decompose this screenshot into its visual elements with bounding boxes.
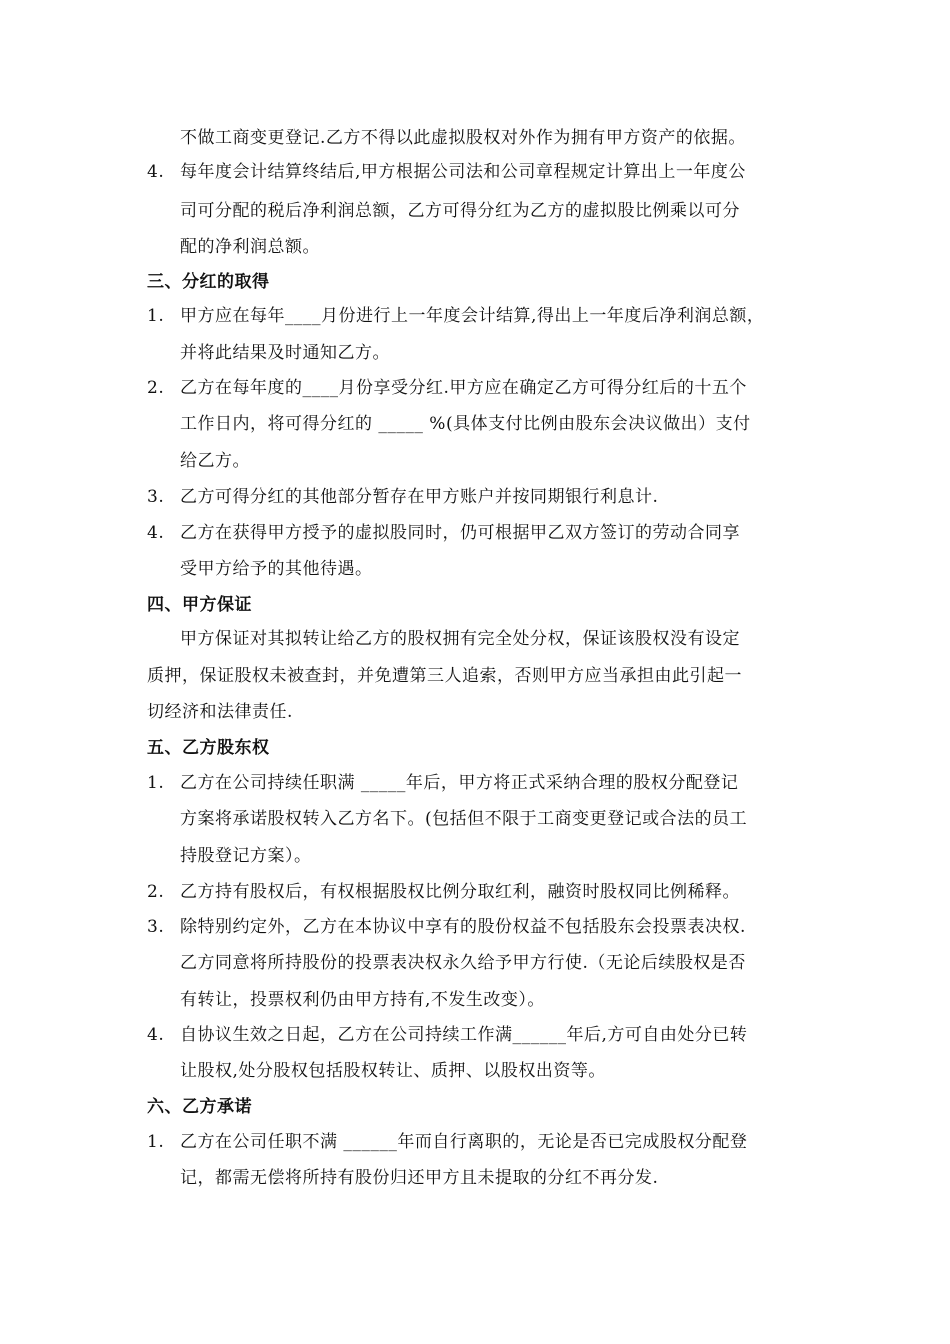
section-heading: 四、甲方保证 [147,595,252,615]
section-heading: 五、乙方股东权 [147,738,270,758]
section-heading: 三、分红的取得 [147,272,270,292]
document-page: 不做工商变更登记.乙方不得以此虚拟股权对外作为拥有甲方资产的依据。 4. 每年度会计结算终结后,甲方根据公司法和公司章程规定计算出上一年度公 司可分配的税后净利润总额，乙方可得分红为乙方的虚拟股比例乘以可分 配的净利润总额。 三、分红的取得 1. 甲方应在每年____月份进行上一年度会计结算,得出上一年度后净利润总额， 并将此结果及时通知乙方。 2. 乙方在每年度的____月份享受分红.甲方应在确定乙方可得分红后的十五个 工作日内，将可得分红的 _____ %(具体支付比例由股东会决议做出）支付 给乙方。 3. 乙方可得分红的其他部分暂存在甲方账户并按同期银行利息计. 4. 乙方在获得甲方授予的虚拟股同时，仍可根据甲乙双方签订的劳动合同享 受甲方给予的其他待遇。 四、甲方保证 甲方保证对其拟转让给乙方的股权拥有完全处分权，保证该股权没有设定 质押，保证股权未被查封，并免遭第三人追索，否则甲方应当承担由此引起一 切经济和法律责任. 五、乙方股东权 1. 乙方在公司持续任职满 _____年后，甲方将正式采纳合理的股权分配登记 方案将承诺股权转入乙方名下。(包括但不限于工商变更登记或合法的员工 持股登记方案）。 2. 乙方持有股权后，有权根据股权比例分取红利，融资时股权同比例稀释。 3. 除特别约定外，乙方在本协议中享有的股份权益不包括股东会投票表决权. 乙方同意将所持股份的投票表决权永久给予甲方行使.（无论后续股权是否 有转让，投票权利仍由甲方持有,不发生改变）。 4. 自协议生效之日起，乙方在公司持续工作满______年后,方可自由处分已转 让股权,处分股权包括股权转让、质押、以股权出资等。 六、乙方承诺 1. 乙方在公司任职不满 ______年而自行离职的，无论是否已完成股权分配登 记，都需无偿将所持有股份归还甲方且未提取的分红不再分发. [147,128,765,1188]
section-heading: 六、乙方承诺 [147,1097,252,1117]
